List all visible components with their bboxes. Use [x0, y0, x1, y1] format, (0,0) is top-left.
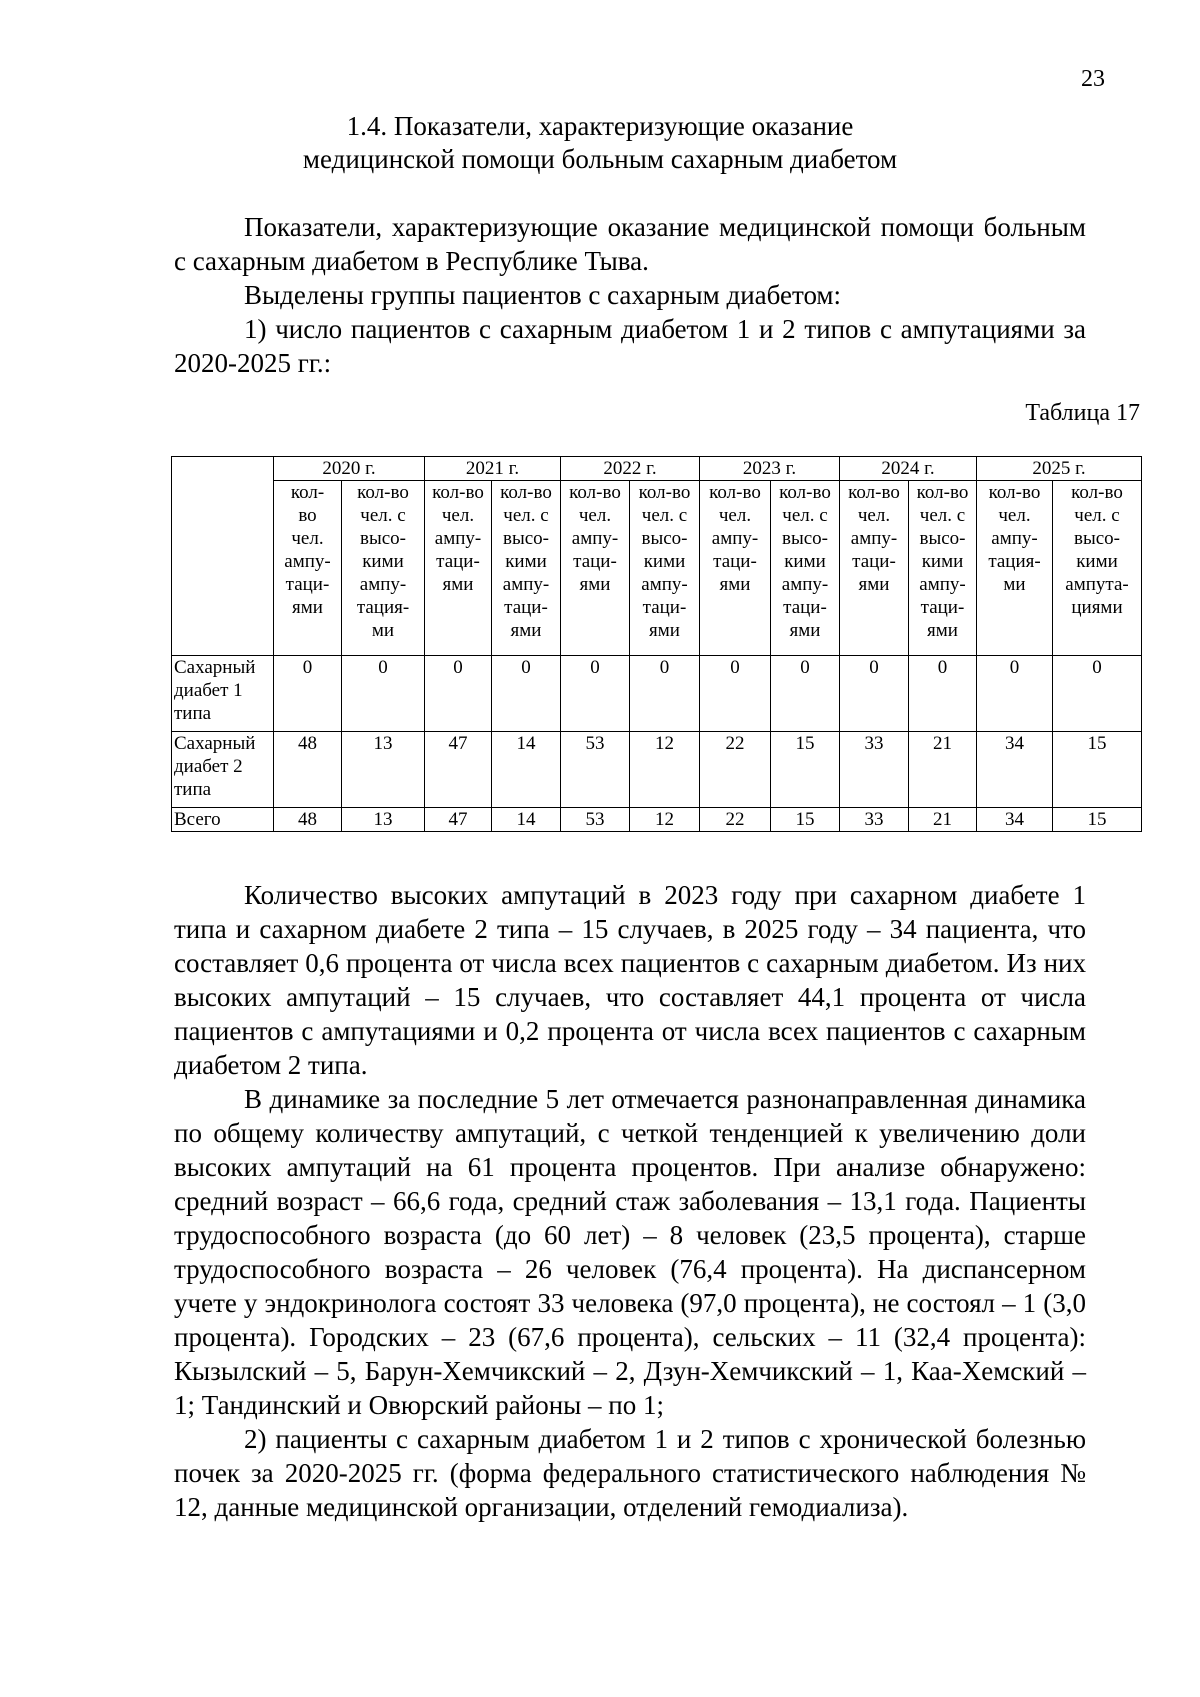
sub-header-amputations: кол-во чел. ампу- таци- ями	[700, 481, 771, 656]
section-title-line-1: 1.4. Показатели, характеризующие оказание	[346, 111, 854, 141]
table-cell: 15	[1053, 808, 1142, 832]
table-cell: 13	[342, 732, 425, 808]
analysis-text	[174, 878, 1086, 1524]
table-cell: 12	[630, 808, 700, 832]
table-row-total	[172, 808, 1142, 832]
table-cell: 21	[909, 808, 977, 832]
table-cell: 0	[274, 656, 342, 732]
table-cell: 12	[630, 732, 700, 808]
year-header: 2020 г.	[274, 457, 425, 481]
year-header: 2021 г.	[425, 457, 561, 481]
intro-paragraph-2: Выделены группы пациентов с сахарным диабетом:	[244, 280, 842, 310]
row-label: Сахарный диабет 1 типа	[172, 656, 274, 732]
sub-header-amputations: кол-во чел. ампу- тация- ми	[977, 481, 1053, 656]
table-cell: 0	[561, 656, 630, 732]
analysis-paragraph-2: В динамике за последние 5 лет отмечается разнонаправленная динамика по общему количеству ампутаций, с четкой тенденцией к увеличению доли высоких ампутаций на 61 процента процентов. При анализе обнаружено: средний возраст – 66,6 года, средний стаж заболевания – 13,1 года. Пациенты трудоспособного возраста (до 60 лет) – 8 человек (23,5 процента), старше трудоспособного возраста – 26 человек (76,4 процента). На диспансерном учете у эндокринолога состоят 33 человека (97,0 процента), не состоял – 1 (3,0 процента). Городских – 23 (67,6 процента), сельских – 11 (32,4 процента): Кызылский – 5, Барун-Хемчикский – 2, Дзун-Хемчикский – 1, Каа-Хемский – 1; Тандинский и Овюрский районы – по 1;	[174, 1084, 1086, 1420]
sub-header-high-amputations: кол-во чел. с высо- кими ампута- циями	[1053, 481, 1142, 656]
table-cell: 33	[840, 808, 909, 832]
table-cell: 15	[771, 808, 840, 832]
table-cell: 0	[700, 656, 771, 732]
table-cell: 15	[771, 732, 840, 808]
table-cell: 48	[274, 732, 342, 808]
table-cell: 34	[977, 732, 1053, 808]
table-cell: 0	[630, 656, 700, 732]
table-cell: 47	[425, 808, 492, 832]
table-cell: 0	[342, 656, 425, 732]
table-row-diabetes-type-1	[172, 656, 1142, 732]
table-cell: 33	[840, 732, 909, 808]
sub-header-high-amputations: кол-во чел. с высо- кими ампу- таци- ями	[771, 481, 840, 656]
intro-paragraph-3: 1) число пациентов с сахарным диабетом 1 и 2 типов с ампутациями за 2020-2025 гг.:	[174, 314, 1086, 378]
sub-header-amputations: кол-во чел. ампу- таци- ями	[840, 481, 909, 656]
table-cell: 53	[561, 808, 630, 832]
table-cell: 0	[771, 656, 840, 732]
table-cell: 47	[425, 732, 492, 808]
table-cell: 0	[909, 656, 977, 732]
year-header: 2023 г.	[700, 457, 840, 481]
year-header: 2022 г.	[561, 457, 700, 481]
table-cell: 0	[977, 656, 1053, 732]
row-label: Всего	[172, 808, 274, 832]
sub-header-amputations: кол- во чел. ампу- таци- ями	[274, 481, 342, 656]
section-title-line-2: медицинской помощи больным сахарным диабетом	[302, 144, 898, 174]
analysis-paragraph-1: Количество высоких ампутаций в 2023 году при сахарном диабете 1 типа и сахарном диабете 2 типа – 15 случаев, в 2025 году – 34 пациента, что составляет 0,6 процента от числа всех пациентов с сахарным диабетом. Из них высоких ампутаций – 15 случаев, что составляет 44,1 процента от числа пациентов с ампутациями и 0,2 процента от числа всех пациентов с сахарным диабетом 2 типа.	[174, 880, 1086, 1080]
analysis-paragraph-3: 2) пациенты с сахарным диабетом 1 и 2 типов с хронической болезнью почек за 2020-2025 гг. (форма федерального статистического наблюдения № 12, данные медицинской организации, отделений гемодиализа).	[174, 1424, 1086, 1522]
sub-header-high-amputations: кол-во чел. с высо- кими ампу- таци- ями	[492, 481, 561, 656]
amputation-table	[171, 456, 1142, 832]
sub-header-high-amputations: кол-во чел. с высо- кими ампу- таци- ями	[630, 481, 700, 656]
table-cell: 22	[700, 732, 771, 808]
table-cell: 14	[492, 808, 561, 832]
table-cell: 0	[1053, 656, 1142, 732]
table-cell: 13	[342, 808, 425, 832]
table-cell: 22	[700, 808, 771, 832]
sub-header-high-amputations: кол-во чел. с высо- кими ампу- таци- ями	[909, 481, 977, 656]
sub-header-amputations: кол-во чел. ампу- таци- ями	[561, 481, 630, 656]
sub-header-amputations: кол-во чел. ампу- таци- ями	[425, 481, 492, 656]
table-cell: 34	[977, 808, 1053, 832]
table-cell: 0	[425, 656, 492, 732]
year-header: 2024 г.	[840, 457, 977, 481]
table-cell: 53	[561, 732, 630, 808]
table-cell: 14	[492, 732, 561, 808]
table-cell: 21	[909, 732, 977, 808]
table-cell: 0	[492, 656, 561, 732]
table-corner-cell	[172, 457, 274, 656]
sub-header-high-amputations: кол-во чел. с высо- кими ампу- тация- ми	[342, 481, 425, 656]
table-cell: 15	[1053, 732, 1142, 808]
table-caption: Таблица 17	[1025, 400, 1140, 426]
row-label: Сахарный диабет 2 типа	[172, 732, 274, 808]
year-header: 2025 г.	[977, 457, 1142, 481]
table-cell: 0	[840, 656, 909, 732]
table-row-diabetes-type-2	[172, 732, 1142, 808]
table-cell: 48	[274, 808, 342, 832]
intro-paragraph-1: Показатели, характеризующие оказание медицинской помощи больным с сахарным диабетом в Республике Тыва.	[174, 212, 1086, 276]
page-number: 23	[1081, 66, 1105, 92]
section-title	[0, 110, 1200, 176]
intro-text	[174, 210, 1086, 380]
